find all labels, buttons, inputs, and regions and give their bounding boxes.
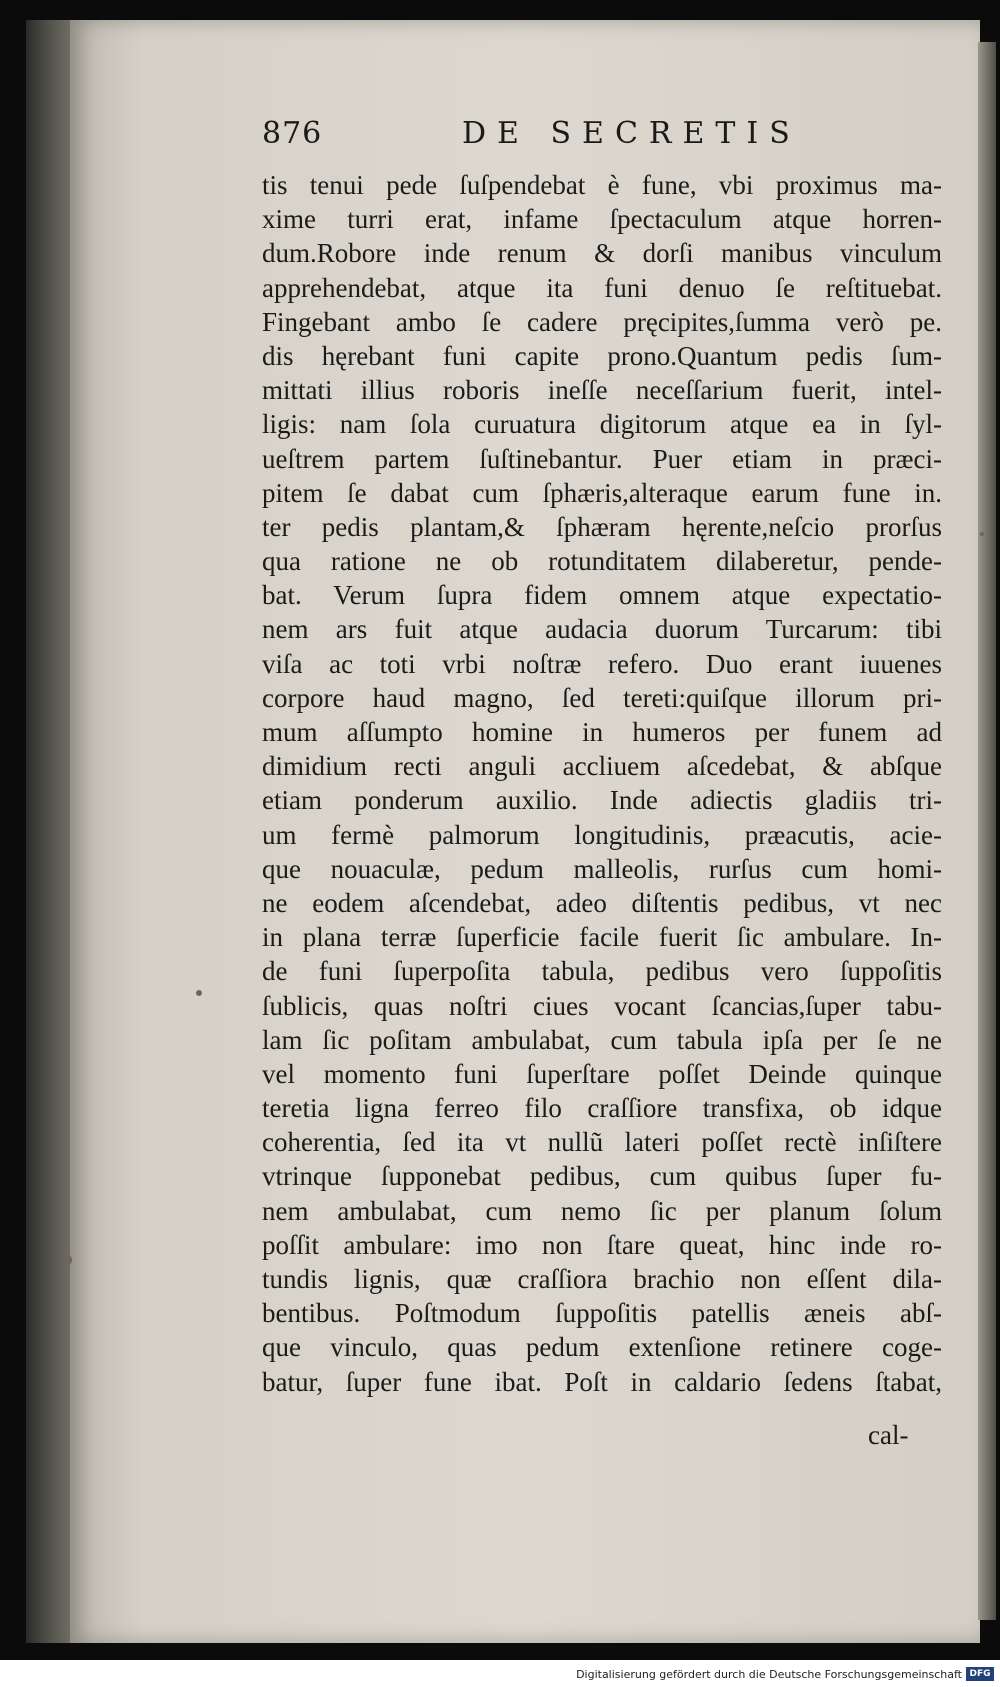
text-line: ter pedis plantam,& ſphæram hęrente,neſcio prorſus <box>262 511 942 542</box>
text-line: dis hęrebant funi capite prono.Quantum pedis ſum- <box>262 340 942 371</box>
text-line: um fermè palmorum longitudinis, præacutis, acie- <box>262 819 942 850</box>
paper-stain <box>196 990 202 996</box>
book-gutter <box>26 20 70 1643</box>
funding-note: Digitalisierung gefördert durch die Deutsche Forschungsgemeinschaft <box>576 1668 962 1681</box>
text-line: mum aſſumpto homine in humeros per funem ad <box>262 717 942 747</box>
running-title: DE SECRETIS <box>462 116 801 151</box>
text-line: xime turri erat, infame ſpectaculum atque horren- <box>262 204 942 235</box>
text-line: vtrinque ſupponebat pedibus, cum quibus ſuper fu- <box>262 1161 942 1192</box>
text-line: apprehendebat, atque ita funi denuo ſe reſtituebat. <box>262 272 942 303</box>
page-edge <box>978 42 996 1620</box>
dfg-logo: DFG <box>966 1667 994 1681</box>
text-line: batur, ſuper fune ibat. Poſt in caldario ſedens ſtabat, <box>262 1366 942 1397</box>
text-line: Fingebant ambo ſe cadere pręcipites,ſumma verò pe. <box>262 306 942 337</box>
catchword: cal- <box>868 1420 909 1450</box>
text-line: etiam ponderum auxilio. Inde adiectis gladiis tri- <box>262 785 942 816</box>
text-line: tis tenui pede ſuſpendebat è fune, vbi proximus ma- <box>262 170 942 200</box>
text-line: lam ſic poſitam ambulabat, cum tabula ipſa per ſe ne <box>262 1024 942 1055</box>
text-line: ligis: nam ſola curuatura digitorum atque ea in ſyl- <box>262 409 942 440</box>
text-line: bentibus. Poſtmodum ſuppoſitis patellis æneis abſ- <box>262 1298 942 1329</box>
paper-stain <box>64 1255 72 1265</box>
text-line: coherentia, ſed ita vt nullũ lateri poſſet rectè inſiſtere <box>262 1127 942 1158</box>
text-line: que vinculo, quas pedum extenſione retinere coge- <box>262 1332 942 1363</box>
text-line: qua ratione ne ob rotunditatem dilaberetur, pende- <box>262 546 942 577</box>
text-line: ueſtrem partem ſuſtinebantur. Puer etiam in præci- <box>262 443 942 474</box>
text-line: vel momento funi ſuperſtare poſſet Deinde quinque <box>262 1058 942 1089</box>
text-line: teretia ligna ferreo filo craſſiore transfixa, ob idque <box>262 1093 942 1124</box>
page-header <box>262 116 902 166</box>
text-line: bat. Verum ſupra fidem omnem atque expectatio- <box>262 580 942 611</box>
text-line: tundis lignis, quæ craſſiora brachio non eſſent dila- <box>262 1264 942 1294</box>
text-line: nem ars fuit atque audacia duorum Turcarum: tibi <box>262 614 942 645</box>
text-line: dimidium recti anguli accliuem aſcedebat, & abſque <box>262 751 942 782</box>
text-line: ſublicis, quas noſtri ciues vocant ſcancias,ſuper tabu- <box>262 990 942 1021</box>
paper-stain <box>980 532 984 536</box>
text-line: nem ambulabat, cum nemo ſic per planum ſolum <box>262 1195 942 1226</box>
text-line: ne eodem aſcendebat, adeo diſtentis pedibus, vt nec <box>262 887 942 918</box>
text-line: mittati illius roboris ineſſe neceſſarium fuerit, intel- <box>262 375 942 406</box>
text-line: corpore haud magno, ſed tereti:quiſque illorum pri- <box>262 682 942 713</box>
text-line: in plana terræ ſuperficie facile fuerit ſic ambulare. In- <box>262 922 942 953</box>
text-line: de funi ſuperpoſita tabula, pedibus vero ſuppoſitis <box>262 956 942 987</box>
body-text <box>262 168 942 1399</box>
text-line: que nouaculæ, pedum malleolis, rurſus cum homi- <box>262 853 942 884</box>
text-line: pitem ſe dabat cum ſphæris,alteraque earum fune in. <box>262 477 942 508</box>
text-line: viſa ac toti vrbi noſtræ refero. Duo erant iuuenes <box>262 648 942 679</box>
page-number: 876 <box>262 116 323 151</box>
text-line: poſſit ambulare: imo non ſtare queat, hinc inde ro- <box>262 1229 942 1260</box>
text-line: dum.Robore inde renum & dorſi manibus vinculum <box>262 238 942 269</box>
